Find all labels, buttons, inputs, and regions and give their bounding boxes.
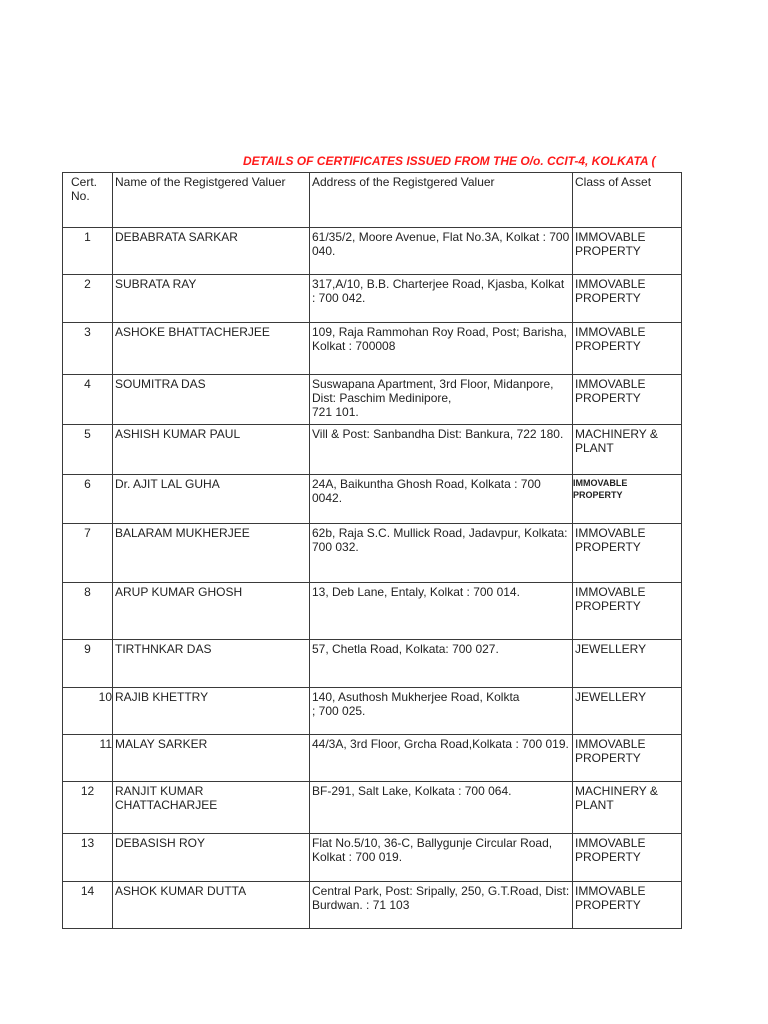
cell-address: Flat No.5/10, 36-C, Ballygunje Circular Road, Kolkat : 700 019.: [310, 834, 573, 882]
table-row: [63, 524, 682, 583]
cell-address: 57, Chetla Road, Kolkata: 700 027.: [310, 640, 573, 688]
cell-name: ASHISH KUMAR PAUL: [113, 425, 310, 475]
cell-cert-no: 9: [63, 640, 113, 688]
cell-address: 317,A/10, B.B. Charterjee Road, Kjasba, Kolkat : 700 042.: [310, 275, 573, 323]
cell-class: IMMOVABLE PROPERTY: [573, 228, 682, 275]
table-row: [63, 425, 682, 475]
cell-address: 13, Deb Lane, Entaly, Kolkat : 700 014.: [310, 583, 573, 640]
table-row: [63, 375, 682, 425]
cell-cert-no: 7: [63, 524, 113, 583]
cell-address: Suswapana Apartment, 3rd Floor, Midanpore, Dist: Paschim Medinipore, 721 101.: [310, 375, 573, 425]
cell-cert-no: 1: [63, 228, 113, 275]
cell-cert-no: 4: [63, 375, 113, 425]
cell-cert-no: 6: [63, 475, 113, 524]
table-row: [63, 688, 682, 735]
cell-name: RANJIT KUMAR CHATTACHARJEE: [113, 782, 310, 834]
cell-name: ARUP KUMAR GHOSH: [113, 583, 310, 640]
cell-name: DEBABRATA SARKAR: [113, 228, 310, 275]
cell-class: IMMOVABLE PROPERTY: [573, 524, 682, 583]
cell-class: JEWELLERY: [573, 640, 682, 688]
cell-cert-no: 12: [63, 782, 113, 834]
cell-cert-no: 11: [63, 735, 113, 782]
cell-cert-no: 2: [63, 275, 113, 323]
cell-name: SOUMITRA DAS: [113, 375, 310, 425]
cell-class: IMMOVABLE PROPERTY: [573, 375, 682, 425]
cell-cert-no: 14: [63, 882, 113, 929]
cell-name: RAJIB KHETTRY: [113, 688, 310, 735]
cell-class: IMMOVABLE PROPERTY: [573, 475, 682, 524]
cell-name: TIRTHNKAR DAS: [113, 640, 310, 688]
cell-cert-no: 10: [63, 688, 113, 735]
cell-class: MACHINERY & PLANT: [573, 425, 682, 475]
cell-name: Dr. AJIT LAL GUHA: [113, 475, 310, 524]
cell-name: ASHOKE BHATTACHERJEE: [113, 323, 310, 375]
cell-name: DEBASISH ROY: [113, 834, 310, 882]
cell-class: IMMOVABLE PROPERTY: [573, 882, 682, 929]
cell-address: 44/3A, 3rd Floor, Grcha Road,Kolkata : 700 019.: [310, 735, 573, 782]
cell-class: IMMOVABLE PROPERTY: [573, 275, 682, 323]
cell-cert-no: 5: [63, 425, 113, 475]
header-class: Class of Asset: [573, 173, 682, 228]
header-address: Address of the Registgered Valuer: [310, 173, 573, 228]
cell-class: IMMOVABLE PROPERTY: [573, 323, 682, 375]
cell-class: JEWELLERY: [573, 688, 682, 735]
cell-cert-no: 8: [63, 583, 113, 640]
table-row: [63, 275, 682, 323]
table-row: [63, 782, 682, 834]
cell-class: IMMOVABLE PROPERTY: [573, 834, 682, 882]
header-row: [63, 173, 682, 228]
cell-address: Central Park, Post: Sripally, 250, G.T.Road, Dist: Burdwan. : 71 103: [310, 882, 573, 929]
cell-cert-no: 3: [63, 323, 113, 375]
header-name: Name of the Registgered Valuer: [113, 173, 310, 228]
cell-name: SUBRATA RAY: [113, 275, 310, 323]
table-row: [63, 882, 682, 929]
cell-address: 24A, Baikuntha Ghosh Road, Kolkata : 700 0042.: [310, 475, 573, 524]
cell-address: 109, Raja Rammohan Roy Road, Post; Barisha, Kolkat : 700008: [310, 323, 573, 375]
table-row: [63, 323, 682, 375]
table-row: [63, 640, 682, 688]
cell-class: MACHINERY & PLANT: [573, 782, 682, 834]
cell-class: IMMOVABLE PROPERTY: [573, 583, 682, 640]
cell-address: 140, Asuthosh Mukherjee Road, Kolkta ; 700 025.: [310, 688, 573, 735]
cell-address: Vill & Post: Sanbandha Dist: Bankura, 722 180.: [310, 425, 573, 475]
table-row: [63, 583, 682, 640]
cell-address: 62b, Raja S.C. Mullick Road, Jadavpur, Kolkata: 700 032.: [310, 524, 573, 583]
page-title: DETAILS OF CERTIFICATES ISSUED FROM THE O/o. CCIT-4, KOLKATA (: [243, 154, 656, 168]
cell-cert-no: 13: [63, 834, 113, 882]
table-row: [63, 475, 682, 524]
cell-class: IMMOVABLE PROPERTY: [573, 735, 682, 782]
table-row: [63, 228, 682, 275]
cell-name: ASHOK KUMAR DUTTA: [113, 882, 310, 929]
cell-name: BALARAM MUKHERJEE: [113, 524, 310, 583]
header-cert-no: Cert. No.: [63, 173, 113, 228]
table-row: [63, 735, 682, 782]
cell-name: MALAY SARKER: [113, 735, 310, 782]
cell-address: 61/35/2, Moore Avenue, Flat No.3A, Kolkat : 700 040.: [310, 228, 573, 275]
valuer-table: [62, 172, 682, 929]
table-row: [63, 834, 682, 882]
cell-address: BF-291, Salt Lake, Kolkata : 700 064.: [310, 782, 573, 834]
